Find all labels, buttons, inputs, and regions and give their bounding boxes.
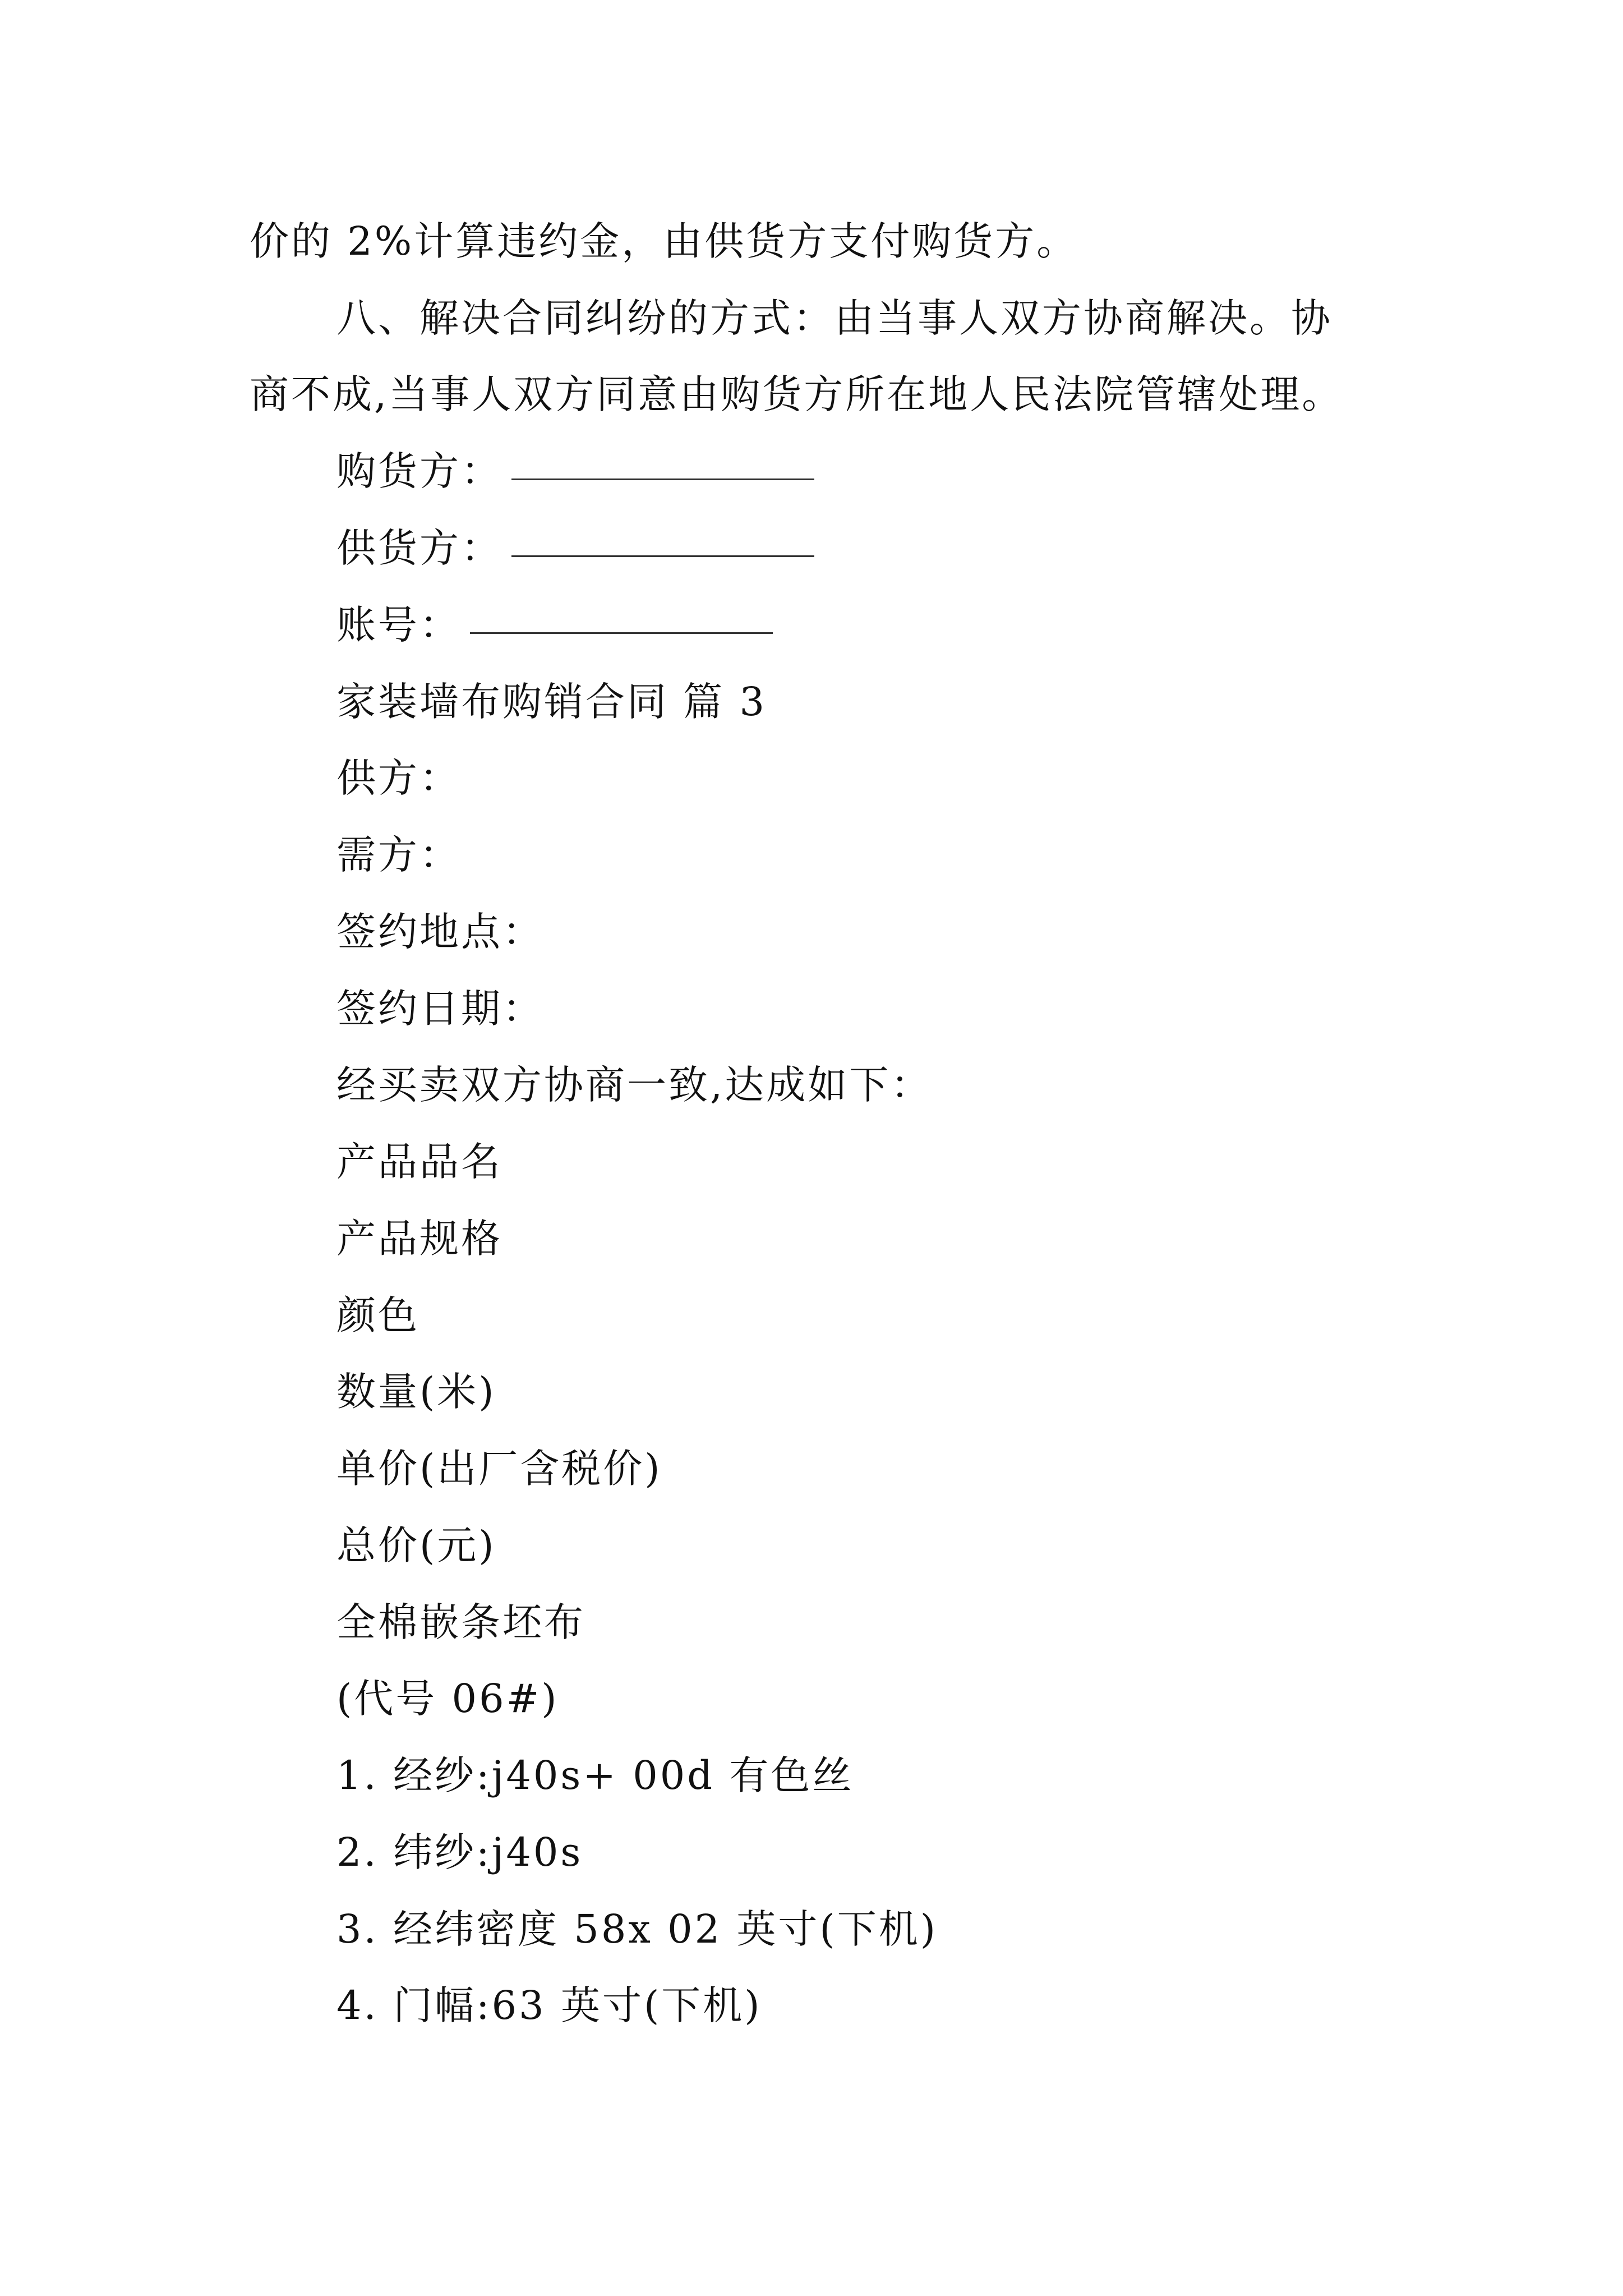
text-line: (代号 06#) [336,1676,559,1722]
blank-underline [470,630,773,634]
text-line: 全棉嵌条坯布 [336,1599,585,1645]
signature-field-supplier [336,523,814,573]
list-item: 1. 经纱:j40s+ 00d 有色丝 [336,1752,854,1798]
section-heading: 家装墙布购销合同 篇 3 [336,679,767,725]
text-line: 签约日期： [336,986,544,1032]
text-line: 经买卖双方协商一致,达成如下： [336,1062,933,1108]
text-line: 总价(元) [336,1522,496,1568]
text-line: 数量(米) [336,1369,496,1415]
list-item: 3. 经纬密度 58x 02 英寸(下机) [336,1906,938,1952]
list-item: 4. 门幅:63 英寸(下机) [336,1982,762,2028]
text-line: 产品品名 [336,1139,502,1185]
signature-field-account [336,600,773,650]
text-line: 签约地点： [336,909,544,955]
field-label: 账号： [336,602,461,648]
signature-field-buyer [336,446,814,496]
text-line: 产品规格 [336,1216,502,1262]
field-label: 购货方： [336,448,502,494]
blank-underline [511,476,814,480]
text-line: 需方： [336,832,461,878]
text-line: 颜色 [336,1292,419,1338]
text-line: 八、解决合同纠纷的方式：由当事人双方协商解决。协 [336,295,1332,341]
field-label: 供货方： [336,525,502,571]
blank-underline [511,553,814,557]
text-line: 价的 2%计算违约金，由供货方支付购货方。 [250,218,1078,264]
text-line: 商不成,当事人双方同意由购货方所在地人民法院管辖处理。 [250,371,1344,417]
text-line: 供方： [336,755,461,801]
list-item: 2. 纬纱:j40s [336,1829,583,1875]
text-line: 单价(出厂含税价) [336,1446,662,1492]
